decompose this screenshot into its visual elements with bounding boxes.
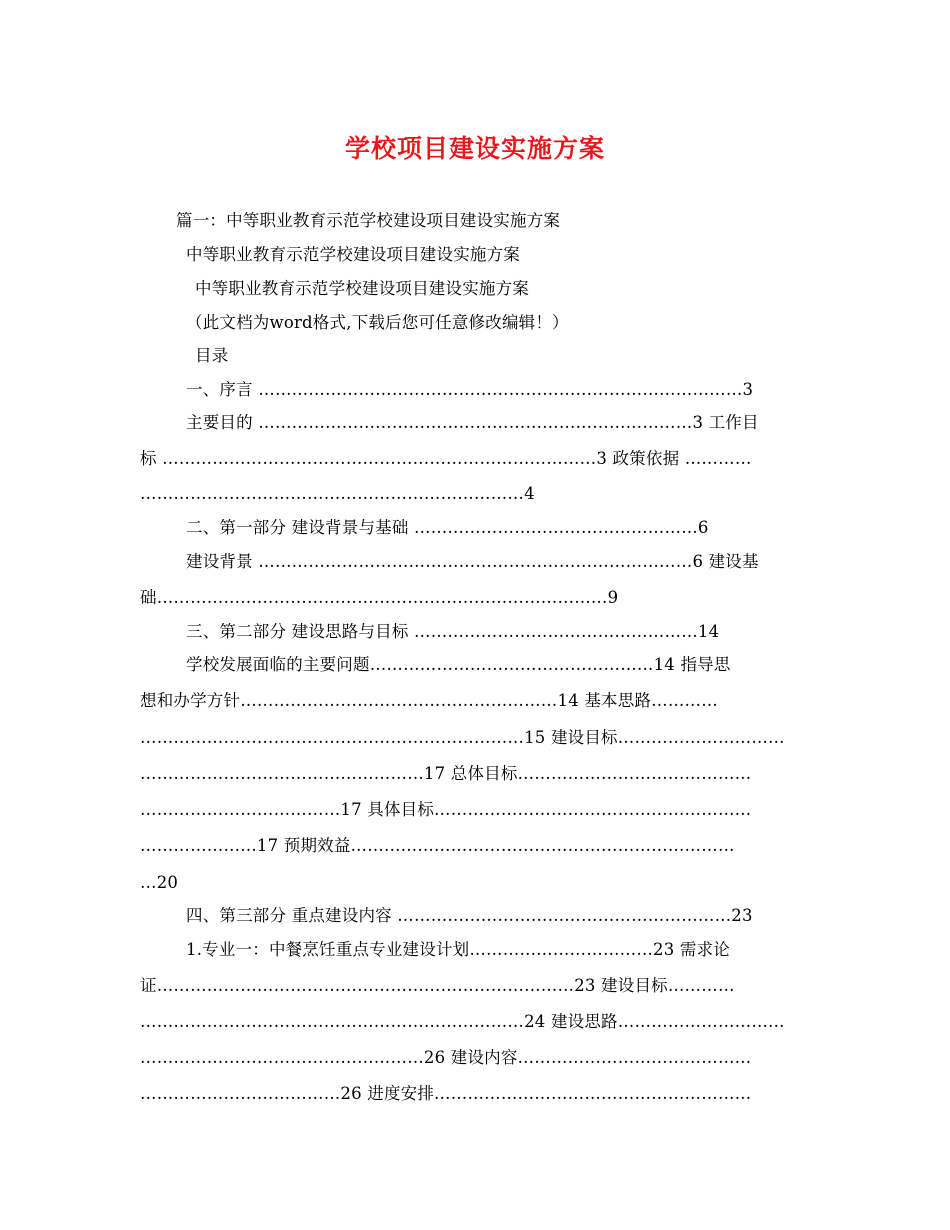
text-line: 中等职业教育示范学校建设项目建设实施方案 bbox=[195, 279, 529, 298]
toc-entry: 础………………………………………………………………………9 bbox=[140, 588, 619, 607]
toc-entry: ……………………………………………………………24 建设思路………………………… bbox=[140, 1012, 785, 1031]
toc-entry: …20 bbox=[140, 873, 179, 892]
toc-entry: 学校发展面临的主要问题……………………………………………14 指导思 bbox=[186, 655, 731, 674]
toc-entry: 二、第一部分 建设背景与基础 ……………………………………………6 bbox=[186, 518, 709, 537]
toc-entry: ……………………………………………………………15 建设目标………………………… bbox=[140, 728, 785, 747]
toc-entry: 建设背景 ……………………………………………………………………6 建设基 bbox=[186, 552, 759, 571]
text-line: 中等职业教育示范学校建设项目建设实施方案 bbox=[186, 245, 520, 264]
toc-entry: ……………………………………………26 建设内容…………………………………… bbox=[140, 1048, 752, 1067]
toc-entry: ………………………………17 具体目标………………………………………………… bbox=[140, 800, 752, 819]
toc-entry: 想和办学方针…………………………………………………14 基本思路………… bbox=[140, 691, 718, 710]
toc-entry: 主要目的 ……………………………………………………………………3 工作目 bbox=[186, 413, 759, 432]
text-line: （此文档为word格式,下载后您可任意修改编辑！） bbox=[186, 313, 569, 332]
toc-entry: 三、第二部分 建设思路与目标 ……………………………………………14 bbox=[186, 622, 720, 641]
toc-entry: ……………………………………………17 总体目标…………………………………… bbox=[140, 764, 752, 783]
toc-entry: 1.专业一：中餐烹饪重点专业建设计划……………………………23 需求论 bbox=[186, 940, 730, 959]
toc-entry: ………………………………26 进度安排………………………………………………… bbox=[140, 1084, 752, 1103]
toc-entry: 四、第三部分 重点建设内容 ……………………………………………………23 bbox=[186, 906, 753, 925]
toc-heading: 目录 bbox=[195, 346, 229, 365]
toc-entry: 一、序言 ……………………………………………………………………………3 bbox=[186, 380, 754, 399]
toc-entry: 标 ……………………………………………………………………3 政策依据 ………… bbox=[140, 449, 752, 468]
toc-entry: ……………………………………………………………4 bbox=[140, 484, 535, 503]
text-line: 篇一：中等职业教育示范学校建设项目建设实施方案 bbox=[176, 211, 561, 230]
toc-entry: 证…………………………………………………………………23 建设目标………… bbox=[140, 976, 735, 995]
toc-entry: …………………17 预期效益…………………………………………………………… bbox=[140, 836, 735, 855]
document-title: 学校项目建设实施方案 bbox=[344, 134, 605, 163]
